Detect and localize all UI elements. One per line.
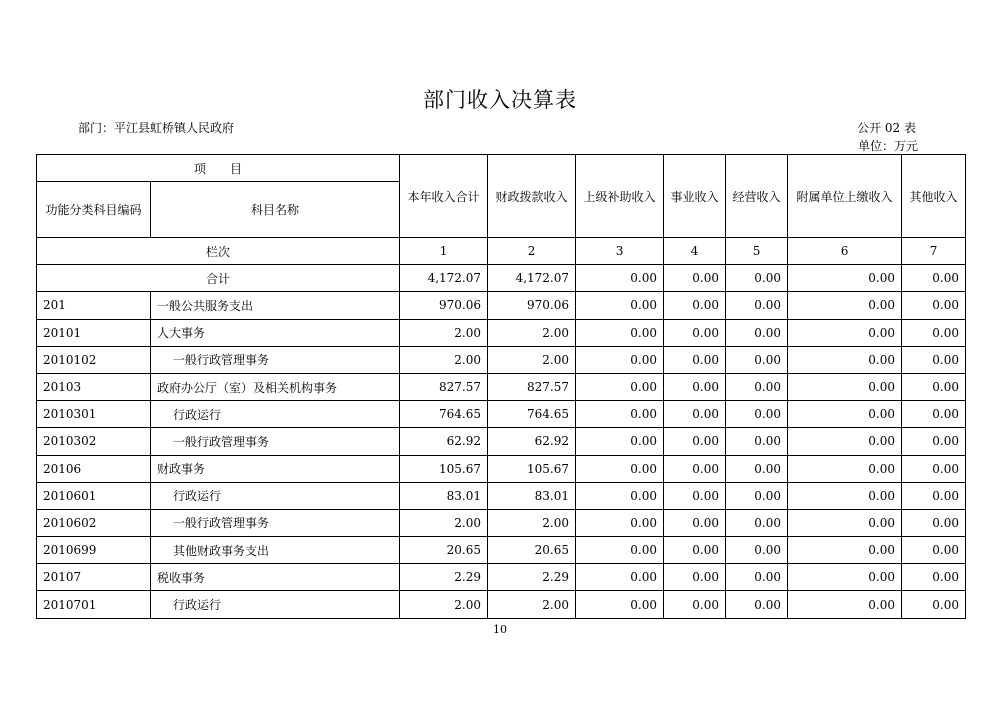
amount-cell: 0.00 <box>726 319 788 346</box>
amount-cell: 0.00 <box>576 455 664 482</box>
amount-cell: 0.00 <box>726 292 788 319</box>
subject-code: 2010102 <box>37 346 151 373</box>
amount-cell: 0.00 <box>576 401 664 428</box>
col-header: 本年收入合计 <box>400 155 488 238</box>
amount-cell: 20.65 <box>488 537 576 564</box>
department-label: 部门：平江县虹桥镇人民政府 <box>78 121 235 135</box>
subject-name: 一般行政管理事务 <box>151 509 400 536</box>
column-index-label: 栏次 <box>37 238 400 265</box>
amount-cell: 0.00 <box>788 482 902 509</box>
amount-cell: 0.00 <box>664 591 726 618</box>
page-number: 10 <box>493 623 507 636</box>
column-index: 1 <box>400 238 488 265</box>
subject-code: 2010602 <box>37 509 151 536</box>
col-header: 其他收入 <box>902 155 966 238</box>
amount-cell: 2.00 <box>400 591 488 618</box>
subject-code: 20101 <box>37 319 151 346</box>
amount-cell: 2.00 <box>400 319 488 346</box>
amount-cell: 0.00 <box>576 564 664 591</box>
total-value: 0.00 <box>576 265 664 292</box>
table-row <box>37 428 966 455</box>
amount-cell: 0.00 <box>788 346 902 373</box>
subject-code: 2010302 <box>37 428 151 455</box>
page-title: 部门收入决算表 <box>423 88 577 112</box>
table-row <box>37 401 966 428</box>
amount-cell: 0.00 <box>664 537 726 564</box>
amount-cell: 0.00 <box>576 537 664 564</box>
col-header: 附属单位上缴收入 <box>788 155 902 238</box>
table-row <box>37 455 966 482</box>
subject-code: 20106 <box>37 455 151 482</box>
amount-cell: 0.00 <box>788 292 902 319</box>
code-header: 功能分类科目编码 <box>37 182 151 238</box>
amount-cell: 2.29 <box>488 564 576 591</box>
table-row <box>37 537 966 564</box>
amount-cell: 2.00 <box>488 509 576 536</box>
amount-cell: 0.00 <box>788 401 902 428</box>
amount-cell: 0.00 <box>726 401 788 428</box>
subject-name: 行政运行 <box>151 482 400 509</box>
amount-cell: 0.00 <box>788 319 902 346</box>
amount-cell: 105.67 <box>488 455 576 482</box>
column-index-row <box>37 238 966 265</box>
amount-cell: 0.00 <box>902 401 966 428</box>
amount-cell: 20.65 <box>400 537 488 564</box>
amount-cell: 0.00 <box>664 401 726 428</box>
subject-name: 政府办公厅（室）及相关机构事务 <box>151 373 400 400</box>
amount-cell: 0.00 <box>576 346 664 373</box>
unit-label: 单位：万元 <box>857 139 918 153</box>
amount-cell: 0.00 <box>664 482 726 509</box>
col-header: 事业收入 <box>664 155 726 238</box>
subject-code: 201 <box>37 292 151 319</box>
subject-code: 20103 <box>37 373 151 400</box>
table-row <box>37 319 966 346</box>
amount-cell: 0.00 <box>664 509 726 536</box>
amount-cell: 0.00 <box>664 428 726 455</box>
amount-cell: 2.29 <box>400 564 488 591</box>
column-index: 4 <box>664 238 726 265</box>
amount-cell: 0.00 <box>788 564 902 591</box>
subject-name: 税收事务 <box>151 564 400 591</box>
total-value: 0.00 <box>726 265 788 292</box>
amount-cell: 2.00 <box>488 319 576 346</box>
subject-code: 20107 <box>37 564 151 591</box>
subject-name: 行政运行 <box>151 591 400 618</box>
col-header: 财政拨款收入 <box>488 155 576 238</box>
amount-cell: 0.00 <box>664 319 726 346</box>
total-label: 合计 <box>37 265 400 292</box>
col-header: 上级补助收入 <box>576 155 664 238</box>
table-row <box>37 591 966 618</box>
amount-cell: 0.00 <box>902 373 966 400</box>
total-value: 4,172.07 <box>488 265 576 292</box>
subject-name: 人大事务 <box>151 319 400 346</box>
amount-cell: 0.00 <box>902 591 966 618</box>
name-header: 科目名称 <box>151 182 400 238</box>
col-header: 经营收入 <box>726 155 788 238</box>
subject-name: 行政运行 <box>151 401 400 428</box>
table-row <box>37 509 966 536</box>
table-row <box>37 482 966 509</box>
amount-cell: 764.65 <box>488 401 576 428</box>
amount-cell: 764.65 <box>400 401 488 428</box>
amount-cell: 0.00 <box>576 482 664 509</box>
column-index: 3 <box>576 238 664 265</box>
subject-name: 一般行政管理事务 <box>151 346 400 373</box>
subject-name: 财政事务 <box>151 455 400 482</box>
amount-cell: 0.00 <box>664 564 726 591</box>
total-value: 4,172.07 <box>400 265 488 292</box>
form-number: 公开 02 表 <box>857 121 916 135</box>
amount-cell: 0.00 <box>576 373 664 400</box>
total-value: 0.00 <box>902 265 966 292</box>
amount-cell: 970.06 <box>488 292 576 319</box>
amount-cell: 2.00 <box>488 346 576 373</box>
subject-name: 其他财政事务支出 <box>151 537 400 564</box>
total-value: 0.00 <box>664 265 726 292</box>
total-row <box>37 265 966 292</box>
total-value: 0.00 <box>788 265 902 292</box>
amount-cell: 0.00 <box>788 591 902 618</box>
amount-cell: 0.00 <box>664 346 726 373</box>
amount-cell: 0.00 <box>664 292 726 319</box>
amount-cell: 0.00 <box>726 591 788 618</box>
table-row <box>37 346 966 373</box>
amount-cell: 0.00 <box>726 564 788 591</box>
amount-cell: 62.92 <box>400 428 488 455</box>
amount-cell: 0.00 <box>726 537 788 564</box>
amount-cell: 970.06 <box>400 292 488 319</box>
amount-cell: 0.00 <box>726 346 788 373</box>
amount-cell: 0.00 <box>726 455 788 482</box>
amount-cell: 0.00 <box>902 537 966 564</box>
amount-cell: 0.00 <box>726 373 788 400</box>
amount-cell: 0.00 <box>576 428 664 455</box>
amount-cell: 0.00 <box>788 509 902 536</box>
amount-cell: 0.00 <box>902 428 966 455</box>
amount-cell: 827.57 <box>400 373 488 400</box>
subject-name: 一般公共服务支出 <box>151 292 400 319</box>
amount-cell: 2.00 <box>400 346 488 373</box>
amount-cell: 0.00 <box>902 292 966 319</box>
amount-cell: 2.00 <box>400 509 488 536</box>
amount-cell: 0.00 <box>902 455 966 482</box>
amount-cell: 0.00 <box>788 537 902 564</box>
column-index: 7 <box>902 238 966 265</box>
amount-cell: 0.00 <box>576 319 664 346</box>
amount-cell: 0.00 <box>576 591 664 618</box>
column-index: 5 <box>726 238 788 265</box>
item-header: 项 目 <box>37 155 400 182</box>
amount-cell: 83.01 <box>400 482 488 509</box>
amount-cell: 0.00 <box>726 509 788 536</box>
amount-cell: 0.00 <box>576 509 664 536</box>
subject-code: 2010301 <box>37 401 151 428</box>
amount-cell: 0.00 <box>576 292 664 319</box>
column-index: 2 <box>488 238 576 265</box>
amount-cell: 0.00 <box>902 509 966 536</box>
amount-cell: 0.00 <box>902 482 966 509</box>
amount-cell: 0.00 <box>726 482 788 509</box>
amount-cell: 0.00 <box>902 346 966 373</box>
amount-cell: 0.00 <box>788 455 902 482</box>
amount-cell: 0.00 <box>664 455 726 482</box>
income-table <box>36 154 966 619</box>
column-index: 6 <box>788 238 902 265</box>
amount-cell: 2.00 <box>488 591 576 618</box>
amount-cell: 0.00 <box>726 428 788 455</box>
table-row <box>37 292 966 319</box>
amount-cell: 0.00 <box>788 373 902 400</box>
amount-cell: 0.00 <box>902 319 966 346</box>
subject-name: 一般行政管理事务 <box>151 428 400 455</box>
subject-code: 2010601 <box>37 482 151 509</box>
amount-cell: 0.00 <box>664 373 726 400</box>
amount-cell: 83.01 <box>488 482 576 509</box>
amount-cell: 0.00 <box>788 428 902 455</box>
table-row <box>37 564 966 591</box>
amount-cell: 105.67 <box>400 455 488 482</box>
amount-cell: 0.00 <box>902 564 966 591</box>
subject-code: 2010701 <box>37 591 151 618</box>
amount-cell: 827.57 <box>488 373 576 400</box>
subject-code: 2010699 <box>37 537 151 564</box>
amount-cell: 62.92 <box>488 428 576 455</box>
table-row <box>37 373 966 400</box>
